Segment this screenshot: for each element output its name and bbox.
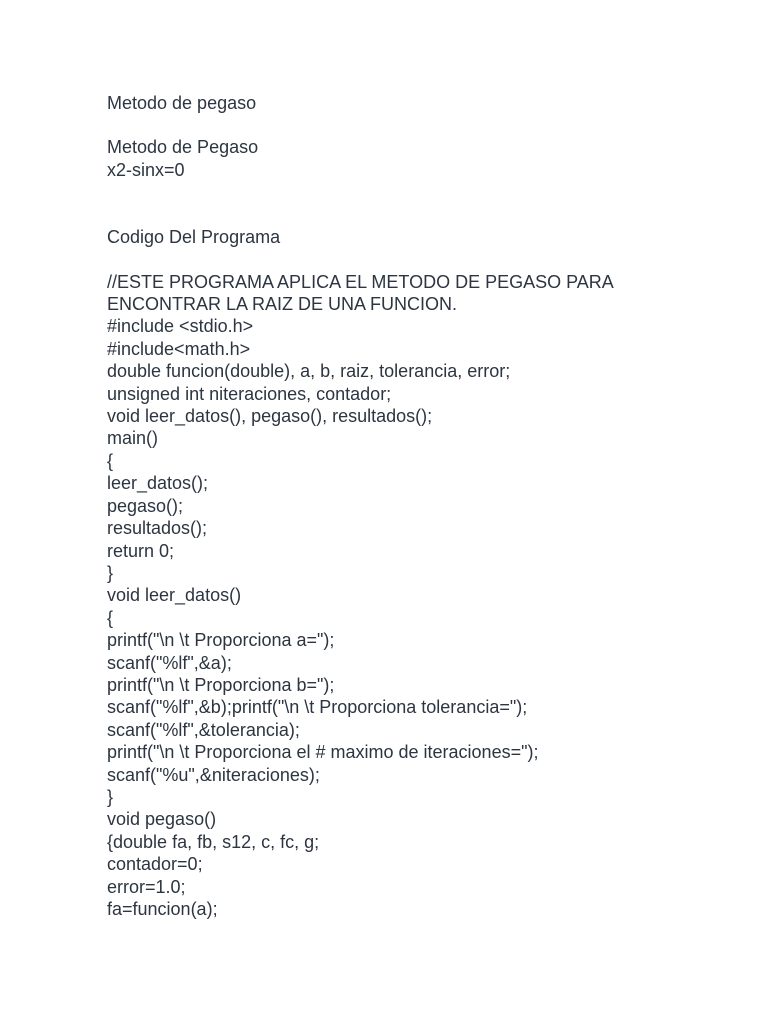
document-page [107,92,727,920]
code-section-heading: Codigo Del Programa [107,227,281,248]
code-line: double funcion(double), a, b, raiz, tolerancia, error; [107,361,511,382]
code-line: main() [107,428,159,449]
code-line: scanf("%u",&niteraciones); [107,764,320,785]
code-line: { [107,450,114,471]
code-line: pegaso(); [107,495,184,516]
code-line: scanf("%lf",&b);printf("\n \t Proporciona tolerancia="); [107,697,528,718]
problem-equation: x2-sinx=0 [107,159,185,180]
code-line: return 0; [107,540,175,561]
code-line: } [107,562,114,583]
problem-heading: Metodo de Pegaso [107,137,259,158]
code-line: #include <stdio.h> [107,316,254,337]
problem-block [107,136,727,181]
code-line: printf("\n \t Proporciona el # maximo de iteraciones="); [107,742,539,763]
code-line: {double fa, fb, s12, c, fc, g; [107,831,320,852]
code-line: printf("\n \t Proporciona b="); [107,674,335,695]
code-line: resultados(); [107,518,208,539]
code-line: ENCONTRAR LA RAIZ DE UNA FUNCION. [107,294,458,315]
code-line: void leer_datos(), pegaso(), resultados(); [107,406,433,427]
code-line: void leer_datos() [107,585,242,606]
code-line: scanf("%lf",&a); [107,652,232,673]
code-line: leer_datos(); [107,473,209,494]
code-line: error=1.0; [107,876,186,897]
code-line: } [107,786,114,807]
code-listing [107,271,727,921]
code-line: #include<math.h> [107,338,251,359]
code-line: printf("\n \t Proporciona a="); [107,630,335,651]
code-line: { [107,607,114,628]
code-line: unsigned int niteraciones, contador; [107,383,392,404]
code-line: scanf("%lf",&tolerancia); [107,719,300,740]
code-line: fa=funcion(a); [107,899,218,919]
code-line: //ESTE PROGRAMA APLICA EL METODO DE PEGASO PARA [107,271,614,292]
code-line: contador=0; [107,854,203,875]
document-title: Metodo de pegaso [107,93,257,113]
code-line: void pegaso() [107,809,217,830]
